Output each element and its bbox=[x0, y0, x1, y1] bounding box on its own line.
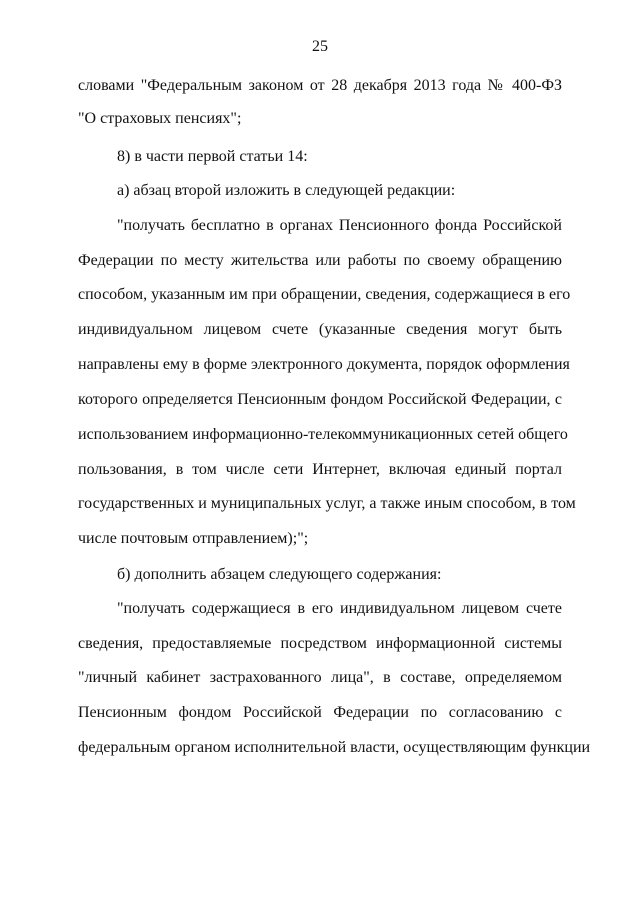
text-line: государственных и муниципальных услуг, а также иным способом, в том bbox=[78, 495, 576, 512]
text-line: словами "Федеральным законом от 28 декабря 2013 года № 400-ФЗ bbox=[78, 77, 562, 94]
page-number: 25 bbox=[312, 38, 328, 55]
text-line: а) абзац второй изложить в следующей редакции: bbox=[117, 182, 456, 199]
text-line: использованием информационно-телекоммуникационных сетей общего bbox=[78, 426, 568, 443]
text-line: федеральным органом исполнительной власти, осуществляющим функции bbox=[78, 739, 591, 756]
text-line: сведения, предоставляемые посредством информационной системы bbox=[78, 635, 562, 652]
text-line: числе почтовым отправлением);"; bbox=[78, 530, 309, 547]
text-line: Пенсионным фондом Российской Федерации по согласованию с bbox=[78, 704, 562, 721]
text-line: способом, указанным им при обращении, сведения, содержащиеся в его bbox=[78, 286, 571, 303]
text-line: направлены ему в форме электронного документа, порядок оформления bbox=[78, 356, 570, 373]
text-line: "получать бесплатно в органах Пенсионного фонда Российской bbox=[117, 217, 562, 234]
text-line: 8) в части первой статьи 14: bbox=[117, 148, 308, 165]
text-line: пользования, в том числе сети Интернет, включая единый портал bbox=[78, 461, 562, 478]
text-line: Федерации по месту жительства или работы по своему обращению bbox=[78, 252, 562, 269]
text-line: индивидуальном лицевом счете (указанные сведения могут быть bbox=[78, 321, 562, 338]
text-line: б) дополнить абзацем следующего содержания: bbox=[117, 566, 442, 583]
text-line: которого определяется Пенсионным фондом Российской Федерации, с bbox=[78, 391, 562, 408]
text-line: "О страховых пенсиях"; bbox=[78, 110, 242, 127]
text-line: "получать содержащиеся в его индивидуальном лицевом счете bbox=[117, 600, 562, 617]
text-line: "личный кабинет застрахованного лица", в составе, определяемом bbox=[78, 669, 562, 686]
